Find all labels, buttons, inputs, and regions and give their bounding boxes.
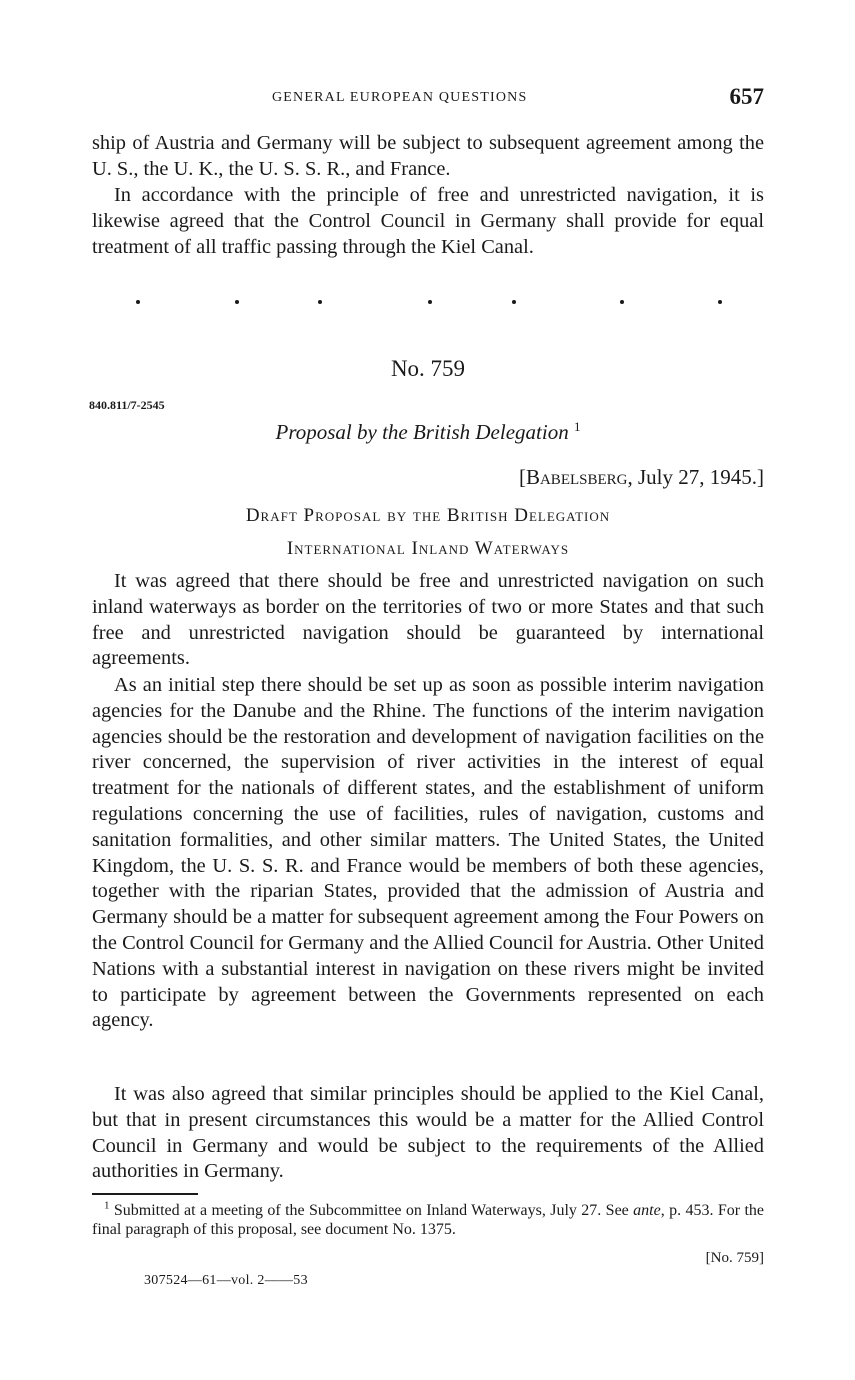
running-head [92, 84, 764, 114]
place-date [519, 465, 764, 490]
continued-paragraph: ship of Austria and Germany will be subject to subsequent agreement among the U. S., the U. K., the U. S. S. R., and France. [92, 132, 764, 180]
kiel-canal-paragraph: In accordance with the principle of free and unrestricted navigation, it is likewise agreed that the Control Council in Germany shall provide for equal treatment of all traffic passing through the Kiel Canal. [92, 184, 764, 258]
print-code: 307524—61—vol. 2——53 [144, 1273, 308, 1288]
section-heading-draft: Draft Proposal by the British Delegation [245, 505, 611, 526]
date-text: , July 27, 1945.] [627, 465, 764, 489]
document-title [92, 420, 764, 445]
document-page [89, 0, 765, 1380]
document-title-text: Proposal by the British Delegation [275, 420, 569, 444]
place-bracket: [ [518, 465, 526, 489]
footnote-ante: ante [633, 1202, 661, 1219]
omission-dots [92, 300, 764, 312]
omission-dot [136, 300, 140, 304]
omission-dot [428, 300, 432, 304]
running-head-title: GENERAL EUROPEAN QUESTIONS [272, 90, 528, 105]
omission-dot [620, 300, 624, 304]
footnote-text-2: , p. 453. For the final paragraph of this proposal, see document No. 1375. [92, 1202, 765, 1238]
file-number: 840.811/7-2545 [89, 398, 165, 412]
footnote-mark: 1 [104, 1199, 110, 1212]
document-number: No. 759 [390, 356, 466, 381]
body-paragraph: It was also agreed that similar principles should be applied to the Kiel Canal, but that in present circumstances this would be a matter for the Allied Control Council in Germany and would be subject to the requirements of the Allied authorities in Germany. [92, 1083, 764, 1183]
omission-dot [512, 300, 516, 304]
footnote-reference[interactable]: 1 [573, 419, 581, 434]
section-heading-waterways: International Inland Waterways [286, 538, 570, 559]
omission-dot [318, 300, 322, 304]
page-number: 657 [729, 84, 764, 109]
omission-dot [718, 300, 722, 304]
omission-dot [235, 300, 239, 304]
footnote-divider [92, 1193, 198, 1195]
body-paragraph: As an initial step there should be set up as soon as possible interim navigation agencies for the Danube and the Rhine. The functions of the interim navigation agencies should be the restoration and development of navigation facilities on the river concerned, the supervision of river activities in the interest of equal treatment for the nationals of different states, and the establishment of uniform regulations concerning the use of facilities, rules of navigation, customs and sanitation formalities, and other similar matters. The United States, the United Kingdom, the U. S. S. R. and France would be members of both these agencies, together with the riparian States, provided that the admission of Austria and Germany should be a matter for subsequent agreement among the Four Powers on the Control Council for Germany and the Allied Council for Austria. Other United Nations with a substantial interest in navigation on these rivers might be invited to participate by agreement between the Governments represented on each agency. [92, 674, 764, 1032]
footnote-text-1: Submitted at a meeting of the Subcommittee on Inland Waterways, July 27. See [109, 1202, 634, 1219]
body-paragraph: It was agreed that there should be free and unrestricted navigation on such inland waterways as border on the territories of two or more States and that such free and unrestricted navigation should be guaranteed by international agreements. [92, 570, 764, 670]
footnote [92, 1201, 764, 1239]
place-name: Babelsberg [525, 465, 628, 489]
document-reference: [No. 759] [705, 1250, 764, 1266]
